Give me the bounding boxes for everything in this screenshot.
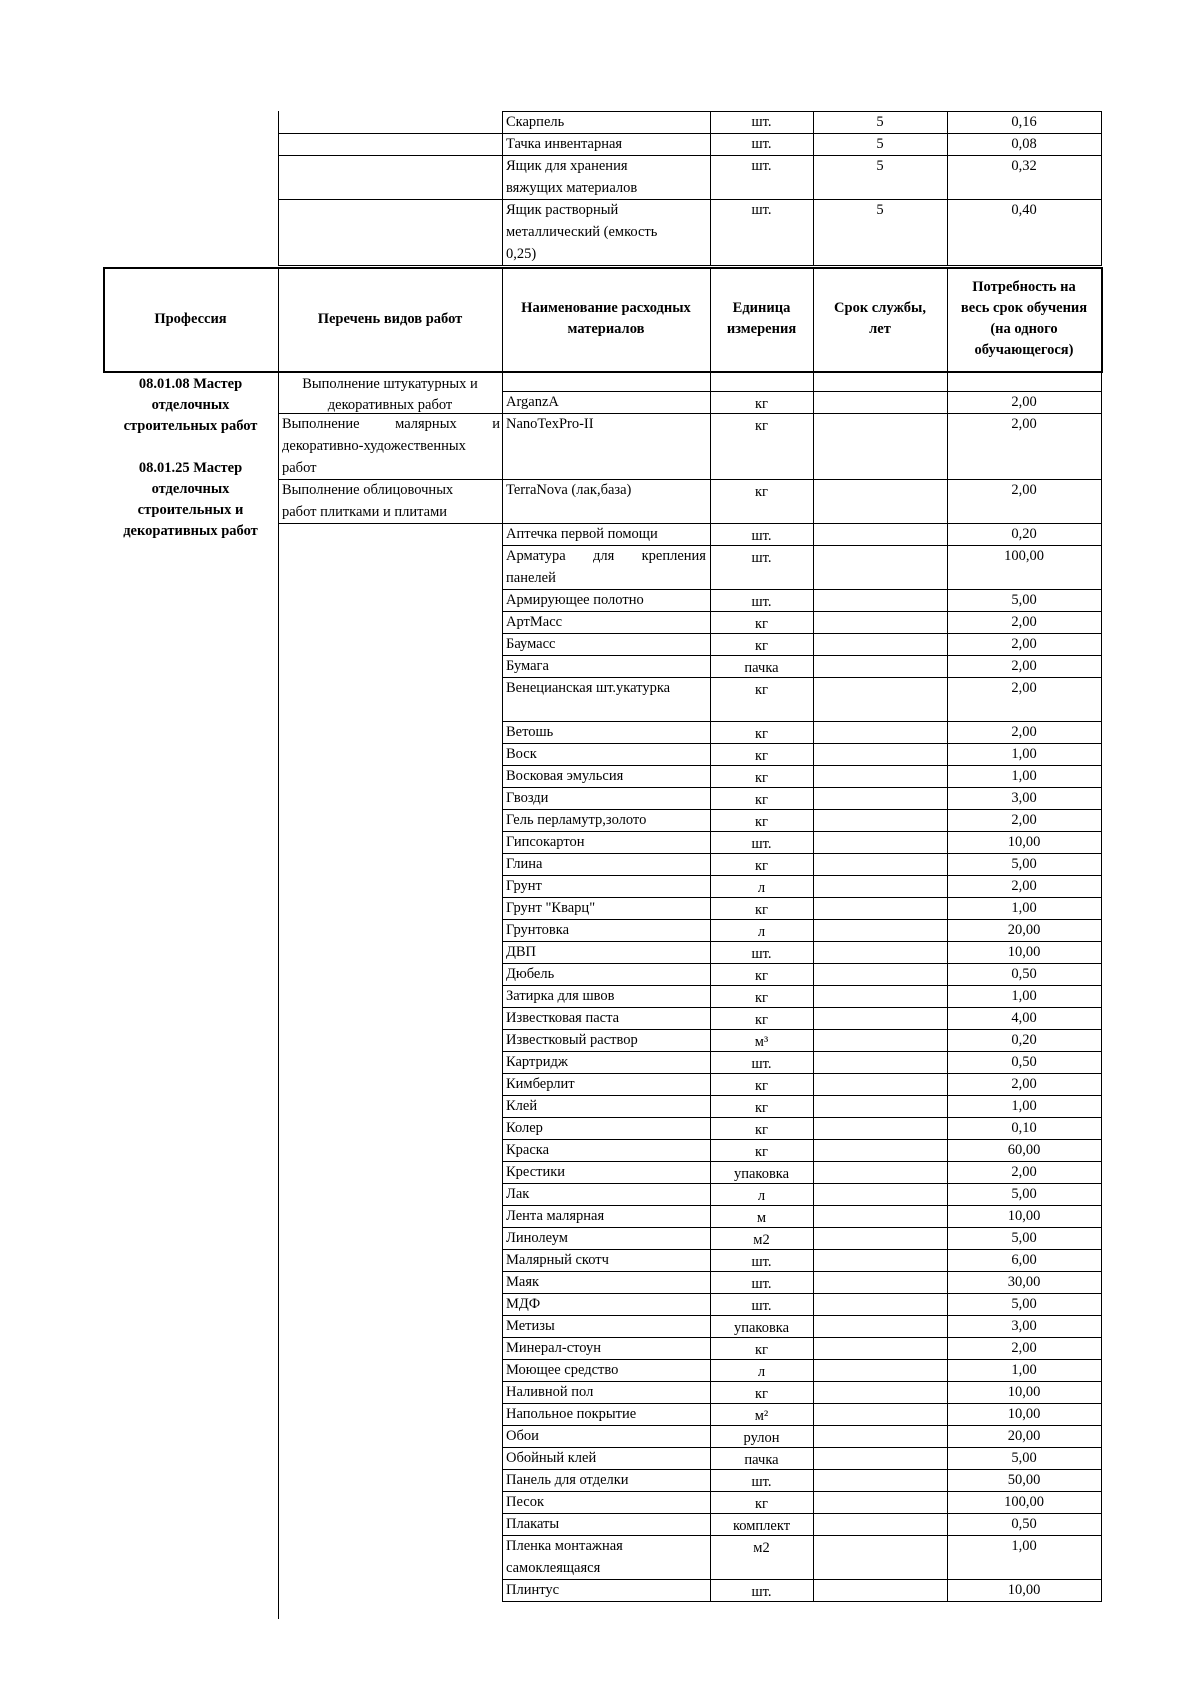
need-cell: 5,00 — [1011, 856, 1037, 872]
work-type-word: Выполнение — [282, 416, 360, 432]
unit-cell: кг — [755, 1386, 768, 1402]
need-cell: 0,10 — [1011, 1120, 1037, 1136]
material-name: Затирка для швов — [506, 988, 615, 1004]
unit-cell: шт. — [751, 550, 772, 566]
material-name: Грунт — [506, 878, 542, 894]
table-rule-vertical — [947, 111, 948, 265]
material-name: ArganzA — [506, 394, 559, 410]
header-materials — [502, 267, 710, 371]
table-rule-vertical — [1101, 111, 1102, 265]
unit-cell: шт. — [751, 1254, 772, 1270]
unit-cell: шт. — [751, 594, 772, 610]
material-name: Линолеум — [506, 1230, 568, 1246]
material-name: Метизы — [506, 1318, 555, 1334]
life-cell: 5 — [876, 158, 884, 174]
life-cell: 5 — [876, 114, 884, 130]
table-rule-vertical — [278, 111, 279, 265]
unit-cell: шт. — [751, 1276, 772, 1292]
need-cell: 5,00 — [1011, 1186, 1037, 1202]
unit-cell: пачка — [744, 1452, 779, 1468]
need-cell: 5,00 — [1011, 1230, 1037, 1246]
material-name: Крестики — [506, 1164, 566, 1180]
header-need — [947, 267, 1101, 371]
unit-cell: кг — [755, 638, 768, 654]
work-type: декоративно-художественных — [282, 438, 466, 454]
table-rule-vertical — [710, 373, 711, 1601]
need-cell: 2,00 — [1011, 1076, 1037, 1092]
header-works-text: Перечень видов работ — [317, 310, 463, 327]
material-name: Ящик для хранения — [506, 158, 628, 174]
unit-cell: шт. — [751, 1584, 772, 1600]
material-name: Ящик растворный — [506, 202, 619, 218]
material-name: Тачка инвентарная — [506, 136, 623, 152]
material-name: АртМасс — [506, 614, 563, 630]
material-name: Краска — [506, 1142, 550, 1158]
unit-cell: кг — [755, 902, 768, 918]
unit-cell: м — [756, 1210, 767, 1226]
material-name: панелей — [506, 570, 556, 586]
material-name: TerraNova (лак,база) — [506, 482, 632, 498]
material-name: Минерал-стоун — [506, 1340, 602, 1356]
unit-cell: шт. — [751, 136, 772, 152]
unit-cell: кг — [755, 484, 768, 500]
need-cell: 100,00 — [1004, 548, 1044, 564]
unit-cell: кг — [755, 1078, 768, 1094]
unit-cell: шт. — [751, 202, 772, 218]
material-name: Ветошь — [506, 724, 554, 740]
unit-cell: комплект — [732, 1518, 791, 1534]
unit-cell: кг — [755, 792, 768, 808]
work-type-word: и — [492, 416, 500, 432]
material-name: Известковая паста — [506, 1010, 620, 1026]
unit-cell: шт. — [751, 114, 772, 130]
need-cell: 50,00 — [1007, 1472, 1041, 1488]
unit-cell: м2 — [753, 1232, 770, 1248]
need-cell: 6,00 — [1011, 1252, 1037, 1268]
need-cell: 0,08 — [1011, 136, 1037, 152]
material-name: Скарпель — [506, 114, 565, 130]
table-rule-vertical — [710, 111, 711, 265]
material-name: Лак — [506, 1186, 530, 1202]
need-cell: 10,00 — [1007, 1208, 1041, 1224]
unit-cell: кг — [755, 726, 768, 742]
table-rule-vertical — [278, 1601, 279, 1619]
need-cell: 2,00 — [1011, 482, 1037, 498]
material-name: Баумасс — [506, 636, 556, 652]
life-cell: 5 — [876, 136, 884, 152]
material-name: Восковая эмульсия — [506, 768, 624, 784]
header-life-text — [834, 298, 926, 340]
need-cell: 10,00 — [1007, 1582, 1041, 1598]
table-rule-horizontal — [278, 265, 1102, 266]
material-name: ДВП — [506, 944, 537, 960]
header-need-line: обучающегося) — [974, 342, 1074, 358]
unit-cell: шт. — [751, 528, 772, 544]
unit-cell: пачка — [744, 660, 779, 676]
unit-cell: кг — [755, 1122, 768, 1138]
material-name: Картридж — [506, 1054, 568, 1070]
need-cell: 2,00 — [1011, 636, 1037, 652]
need-cell: 1,00 — [1011, 988, 1037, 1004]
table-rule-horizontal — [278, 133, 1102, 134]
need-cell: 3,00 — [1011, 790, 1037, 806]
need-cell: 10,00 — [1007, 1384, 1041, 1400]
header-materials-text — [521, 298, 691, 340]
profession-name: строительных и — [137, 502, 244, 518]
need-cell: 2,00 — [1011, 416, 1037, 432]
profession-name: декоративных работ — [123, 523, 258, 539]
material-name: Моющее средство — [506, 1362, 619, 1378]
material-name: Гвозди — [506, 790, 549, 806]
material-name: МДФ — [506, 1296, 541, 1312]
need-cell: 2,00 — [1011, 614, 1037, 630]
table-rule-vertical — [813, 111, 814, 265]
need-cell: 10,00 — [1007, 834, 1041, 850]
need-cell: 20,00 — [1007, 922, 1041, 938]
unit-cell: шт. — [751, 1298, 772, 1314]
material-name: Плинтус — [506, 1582, 560, 1598]
need-cell: 0,40 — [1011, 202, 1037, 218]
need-cell: 5,00 — [1011, 1296, 1037, 1312]
need-cell: 1,00 — [1011, 1098, 1037, 1114]
need-cell: 0,32 — [1011, 158, 1037, 174]
material-name: самоклеящаяся — [506, 1560, 601, 1576]
need-cell: 2,00 — [1011, 1340, 1037, 1356]
material-name: Наливной пол — [506, 1384, 594, 1400]
unit-cell: упаковка — [733, 1166, 790, 1182]
header-unit — [710, 267, 813, 371]
need-cell: 0,50 — [1011, 1516, 1037, 1532]
unit-cell: кг — [755, 418, 768, 434]
work-type: декоративных работ — [327, 397, 453, 413]
unit-cell: м² — [754, 1408, 769, 1424]
material-name: вяжущих материалов — [506, 180, 638, 196]
header-unit-text — [727, 298, 796, 340]
material-name: Кимберлит — [506, 1076, 575, 1092]
unit-cell: шт. — [751, 946, 772, 962]
need-cell: 1,00 — [1011, 768, 1037, 784]
unit-cell: шт. — [751, 1056, 772, 1072]
need-cell: 0,16 — [1011, 114, 1037, 130]
unit-cell: кг — [755, 814, 768, 830]
header-life-line: Срок службы, — [834, 300, 926, 316]
profession-name: 08.01.25 Мастер — [138, 460, 243, 476]
unit-cell: кг — [755, 1144, 768, 1160]
material-name-word: для — [593, 548, 615, 564]
unit-cell: кг — [755, 770, 768, 786]
need-cell: 10,00 — [1007, 1406, 1041, 1422]
table-rule-vertical — [947, 373, 948, 1601]
header-unit-line: Единица — [732, 300, 791, 316]
material-name: Воск — [506, 746, 537, 762]
table-rule-vertical — [502, 111, 503, 265]
unit-cell: кг — [755, 968, 768, 984]
table-rule-horizontal — [278, 155, 1102, 156]
header-unit-line: измерения — [726, 321, 797, 337]
need-cell: 0,50 — [1011, 966, 1037, 982]
unit-cell: кг — [755, 396, 768, 412]
need-cell: 1,00 — [1011, 900, 1037, 916]
header-need-line: (на одного — [990, 321, 1058, 337]
unit-cell: кг — [755, 616, 768, 632]
unit-cell: м2 — [753, 1540, 770, 1556]
material-name: Малярный скотч — [506, 1252, 609, 1268]
material-name: Клей — [506, 1098, 538, 1114]
profession-name: отделочных — [151, 397, 230, 413]
unit-cell: кг — [755, 1496, 768, 1512]
need-cell: 1,00 — [1011, 1538, 1037, 1554]
material-name: Напольное покрытие — [506, 1406, 637, 1422]
profession-name: отделочных — [151, 481, 230, 497]
material-name: Песок — [506, 1494, 544, 1510]
unit-cell: л — [757, 924, 766, 940]
material-name: Плакаты — [506, 1516, 560, 1532]
need-cell: 4,00 — [1011, 1010, 1037, 1026]
work-type: Выполнение облицовочных — [282, 482, 454, 498]
unit-cell: упаковка — [733, 1320, 790, 1336]
material-name: Гипсокартон — [506, 834, 585, 850]
need-cell: 10,00 — [1007, 944, 1041, 960]
material-name — [506, 546, 706, 566]
life-cell: 5 — [876, 202, 884, 218]
header-life — [813, 267, 947, 371]
table-rule-vertical — [1101, 373, 1102, 1601]
need-cell: 1,00 — [1011, 1362, 1037, 1378]
material-name: 0,25) — [506, 246, 537, 262]
material-name: Обойный клей — [506, 1450, 597, 1466]
unit-cell: л — [757, 880, 766, 896]
need-cell: 0,50 — [1011, 1054, 1037, 1070]
material-name: Армирующее полотно — [506, 592, 644, 608]
unit-cell: кг — [755, 858, 768, 874]
material-name-word: Арматура — [506, 548, 566, 564]
need-cell: 2,00 — [1011, 724, 1037, 740]
material-name: NanoTexPro-II — [506, 416, 594, 432]
need-cell: 20,00 — [1007, 1428, 1041, 1444]
need-cell: 5,00 — [1011, 1450, 1037, 1466]
header-life-line: лет — [869, 321, 891, 337]
need-cell: 2,00 — [1011, 812, 1037, 828]
header-profession-text: Профессия — [154, 310, 227, 327]
need-cell: 5,00 — [1011, 592, 1037, 608]
header-need-text — [961, 277, 1087, 361]
material-name: Панель для отделки — [506, 1472, 629, 1488]
header-need-line: весь срок обучения — [960, 300, 1088, 316]
need-cell: 2,00 — [1011, 1164, 1037, 1180]
need-cell: 2,00 — [1011, 680, 1037, 696]
table-rule-horizontal — [502, 1601, 1102, 1602]
material-name: Дюбель — [506, 966, 555, 982]
unit-cell: кг — [755, 990, 768, 1006]
header-works — [278, 267, 502, 371]
table-rule-horizontal — [278, 523, 503, 524]
material-name: Известковый раствор — [506, 1032, 638, 1048]
work-type: Выполнение штукатурных и — [302, 376, 478, 392]
material-name: Грунт "Кварц" — [506, 900, 596, 916]
material-name: Обои — [506, 1428, 539, 1444]
table-rule-vertical — [502, 373, 503, 1601]
unit-cell: кг — [755, 1342, 768, 1358]
material-name: Колер — [506, 1120, 543, 1136]
material-name: Аптечка первой помощи — [506, 526, 658, 542]
need-cell: 0,20 — [1011, 526, 1037, 542]
need-cell: 2,00 — [1011, 658, 1037, 674]
work-type: работ плитками и плитами — [282, 504, 448, 520]
header-profession — [103, 267, 278, 371]
unit-cell: рулон — [743, 1430, 780, 1446]
work-type — [282, 414, 500, 434]
unit-cell: шт. — [751, 158, 772, 174]
unit-cell: кг — [755, 1100, 768, 1116]
need-cell: 1,00 — [1011, 746, 1037, 762]
material-name: Грунтовка — [506, 922, 570, 938]
unit-cell: л — [757, 1364, 766, 1380]
header-materials-line: материалов — [567, 321, 645, 337]
header-materials-line: Наименование расходных — [521, 300, 691, 316]
material-name: металлический (емкость — [506, 224, 658, 240]
need-cell: 0,20 — [1011, 1032, 1037, 1048]
unit-cell: кг — [755, 1012, 768, 1028]
header-border-bottom — [103, 371, 1103, 373]
work-type-word: малярных — [395, 416, 457, 432]
material-name: Бумага — [506, 658, 549, 674]
unit-cell: м³ — [754, 1034, 769, 1050]
need-cell: 2,00 — [1011, 878, 1037, 894]
need-cell: 3,00 — [1011, 1318, 1037, 1334]
table-rule-vertical — [1101, 267, 1103, 373]
material-name-word: крепления — [641, 548, 706, 564]
profession-name: строительных работ — [123, 418, 258, 434]
header-need-line: Потребность на — [972, 279, 1076, 295]
material-name: Пленка монтажная — [506, 1538, 623, 1554]
unit-cell: шт. — [751, 1474, 772, 1490]
table-rule-horizontal — [278, 199, 1102, 200]
need-cell: 100,00 — [1004, 1494, 1044, 1510]
unit-cell: кг — [755, 682, 768, 698]
material-name: Венецианская шт.укатурка — [506, 680, 671, 696]
table-rule-vertical — [278, 373, 279, 1619]
work-type: работ — [282, 460, 317, 476]
need-cell: 2,00 — [1011, 394, 1037, 410]
unit-cell: л — [757, 1188, 766, 1204]
need-cell: 30,00 — [1007, 1274, 1041, 1290]
material-name: Глина — [506, 856, 543, 872]
unit-cell: кг — [755, 748, 768, 764]
material-name: Гель перламутр,золото — [506, 812, 647, 828]
unit-cell: шт. — [751, 836, 772, 852]
need-cell: 60,00 — [1007, 1142, 1041, 1158]
table-rule-vertical — [813, 373, 814, 1601]
table-rule-horizontal — [502, 111, 1102, 112]
material-name: Маяк — [506, 1274, 540, 1290]
material-name: Лента малярная — [506, 1208, 605, 1224]
profession-name: 08.01.08 Мастер — [138, 376, 243, 392]
